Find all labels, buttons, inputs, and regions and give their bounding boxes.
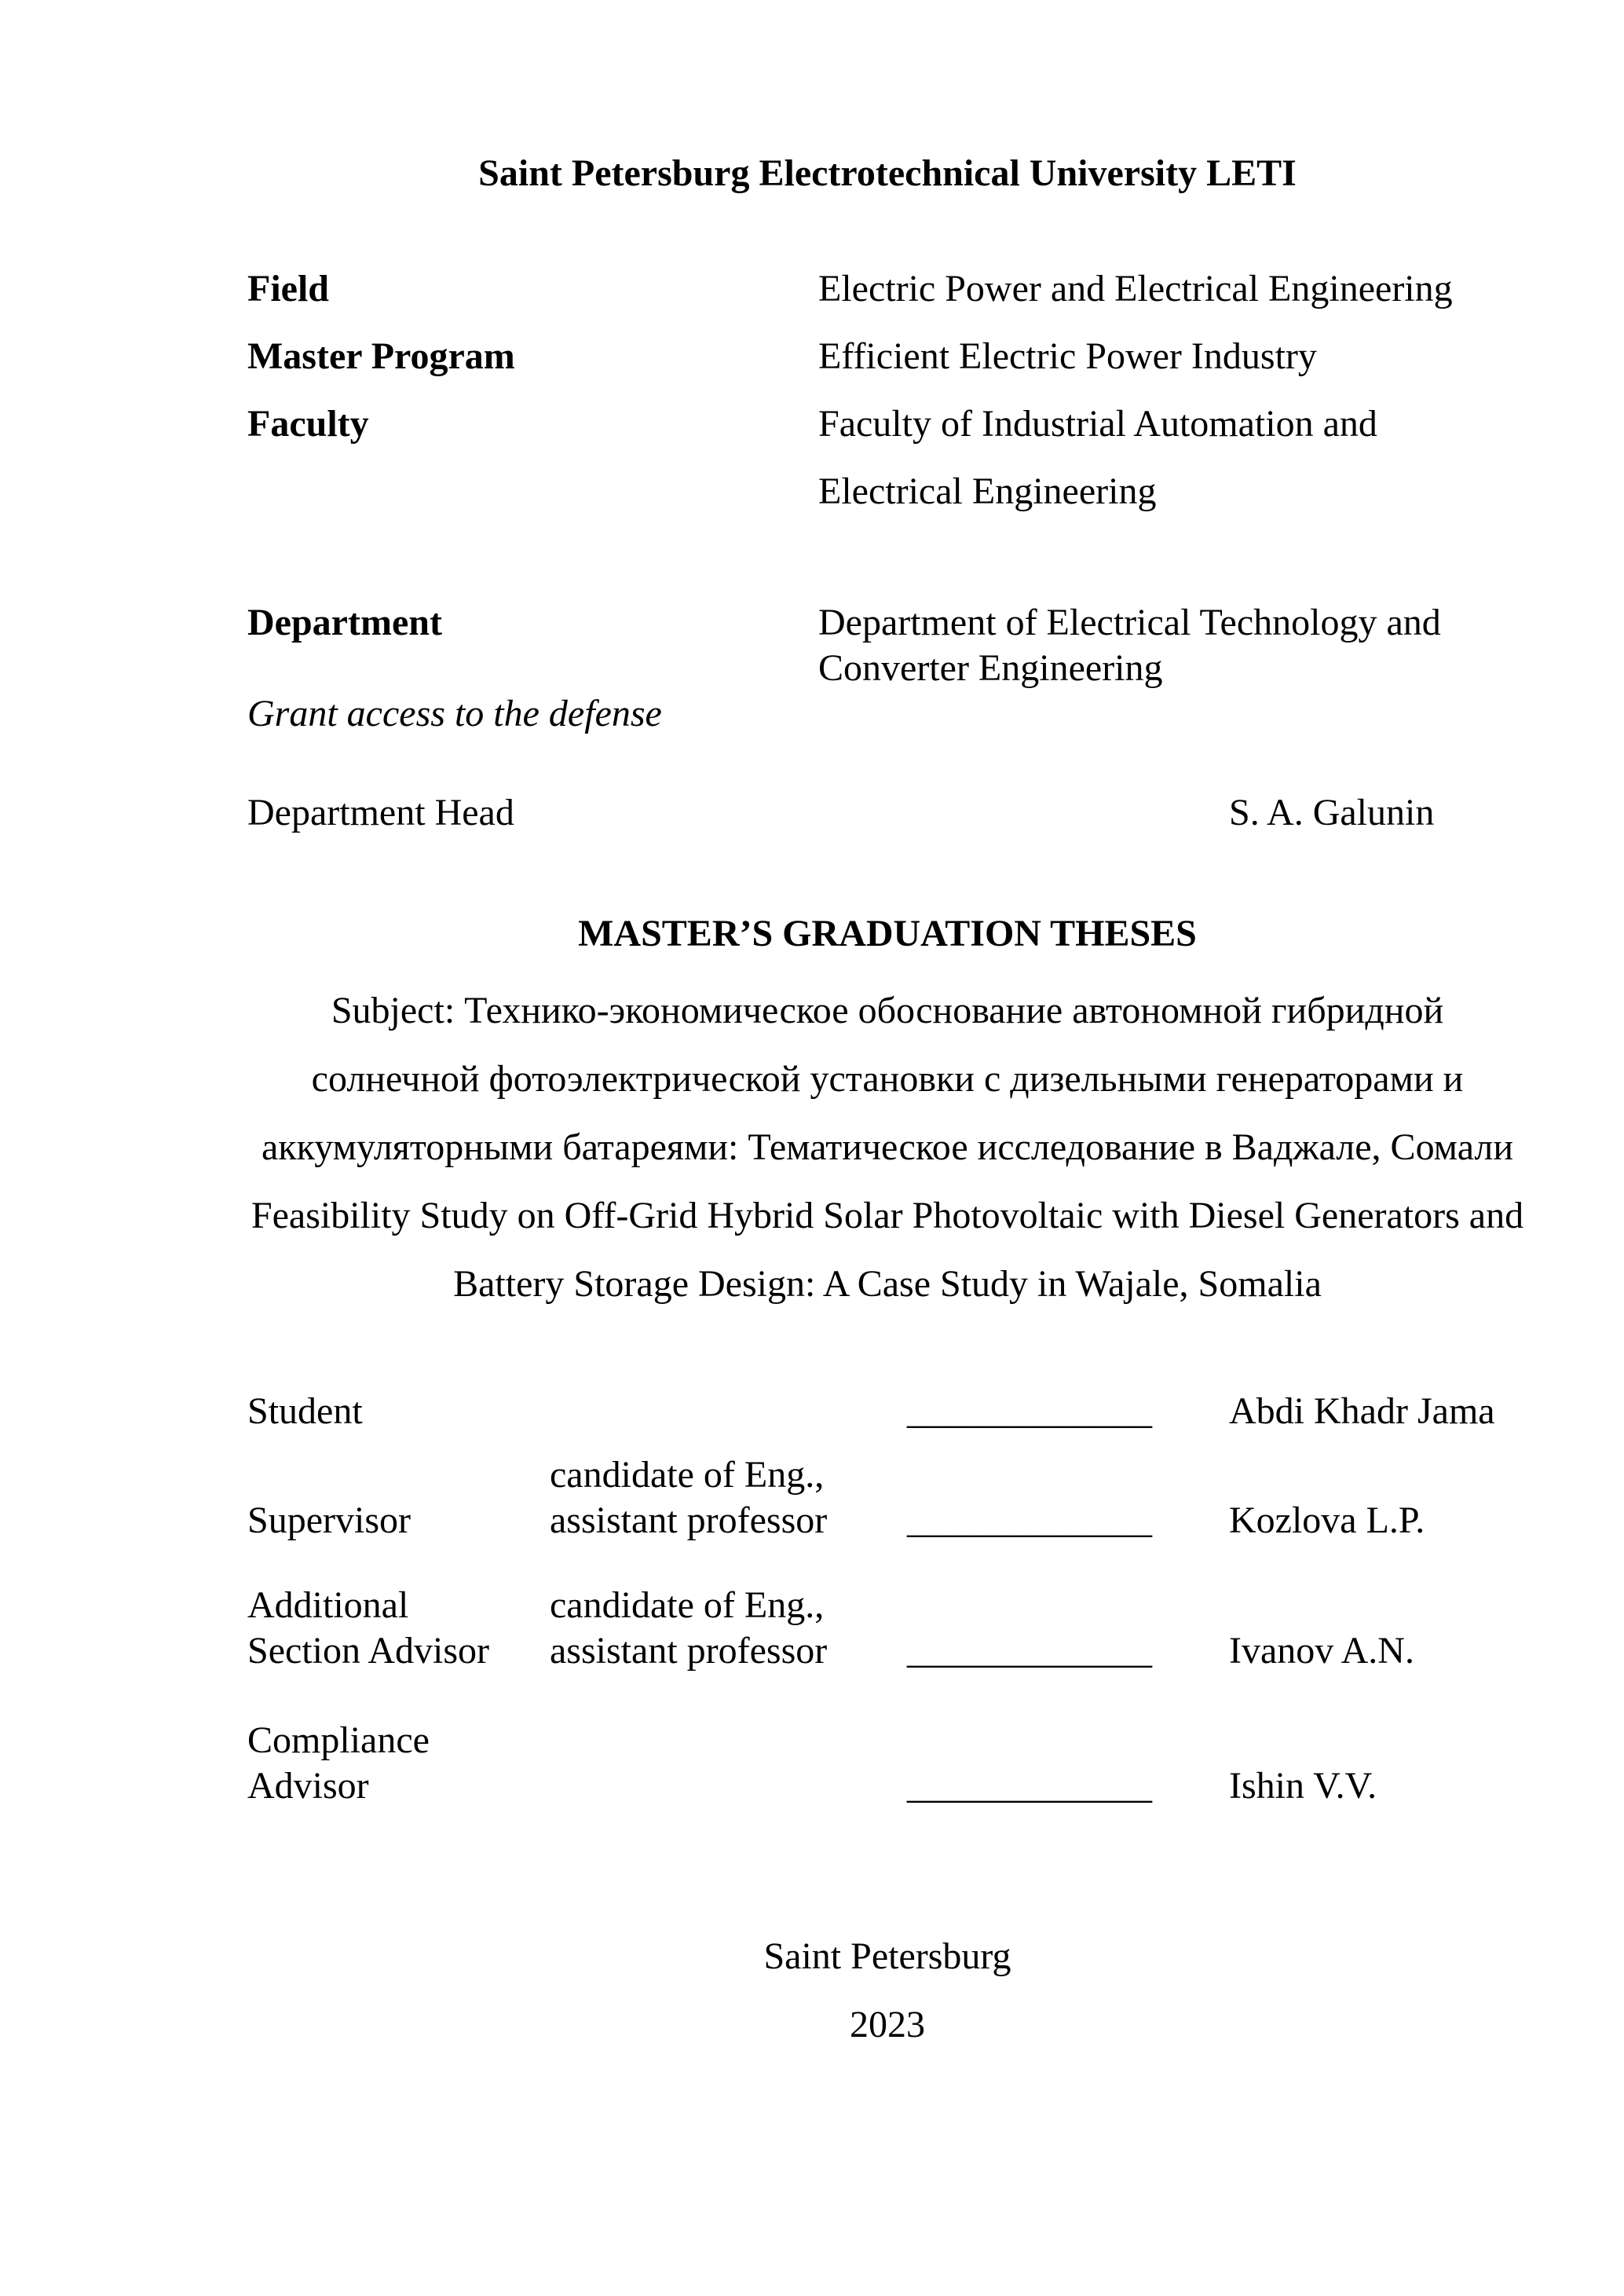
person-name: Kozlova L.P. [1229, 1500, 1425, 1541]
subject-line-5: Battery Storage Design: A Case Study in Wajale, Somalia [453, 1263, 1322, 1305]
person-name: Abdi Khadr Jama [1229, 1390, 1495, 1432]
info-value: Electric Power and Electrical Engineering [818, 268, 1453, 309]
qualification-line-2: assistant professor [550, 1630, 828, 1672]
city: Saint Petersburg [763, 1935, 1011, 1977]
role-label [247, 1583, 550, 1674]
department-value-line-2: Converter Engineering [818, 647, 1163, 689]
signature-line: _____________ [907, 1630, 1152, 1672]
info-row-master-program [247, 323, 1527, 390]
info-value: Electrical Engineering [818, 471, 1157, 512]
signature-row-compliance-advisor [247, 1718, 1527, 1809]
role-line-1: Compliance [247, 1719, 430, 1761]
signature-line: _____________ [907, 1765, 1152, 1807]
university-title: Saint Petersburg Electrotechnical University LETI [478, 152, 1297, 194]
grant-access-line: Grant access to the defense [247, 693, 662, 734]
person-name: Ivanov A.N. [1229, 1630, 1414, 1672]
department-value-line-1: Department of Electrical Technology and [818, 602, 1441, 643]
qualification-line-1: candidate of Eng., [550, 1454, 825, 1496]
person-name: Ishin V.V. [1229, 1765, 1377, 1807]
department-value [818, 600, 1527, 691]
info-label: Field [247, 268, 329, 309]
subject-line-1: Subject: Технико-экономическое обоснование автономной гибридной [331, 990, 1444, 1031]
role-line-2: Advisor [247, 1765, 369, 1807]
signature-row-additional-section-advisor [247, 1583, 1527, 1674]
qualification [550, 1583, 907, 1674]
info-label [247, 458, 818, 525]
department-label: Department [247, 602, 442, 643]
signature-line: _____________ [907, 1500, 1152, 1541]
role-label: Student [247, 1390, 363, 1432]
signature-row-student [247, 1389, 1527, 1434]
subject-paragraph [247, 976, 1527, 1318]
department-head-row [247, 790, 1527, 836]
role-line-2: Section Advisor [247, 1630, 489, 1672]
signature-line: _____________ [907, 1390, 1152, 1432]
role-line-1: Additional [247, 1584, 409, 1626]
qualification-line-2: assistant professor [550, 1500, 828, 1541]
role-label: Supervisor [247, 1500, 411, 1541]
subject-line-3: аккумуляторными батареями: Тематическое исследование в Ваджале, Сомали [261, 1126, 1514, 1168]
info-row-faculty [247, 390, 1527, 458]
subject-line-4: Feasibility Study on Off-Grid Hybrid Solar Photovoltaic with Diesel Generators and [251, 1195, 1524, 1236]
info-row-faculty-continued [247, 458, 1527, 525]
signature-row-supervisor [247, 1452, 1527, 1543]
info-value: Faculty of Industrial Automation and [818, 403, 1377, 445]
footer [247, 1922, 1527, 2059]
info-label: Faculty [247, 403, 369, 445]
info-row-field [247, 255, 1527, 323]
subject-line-2: солнечной фотоэлектрической установки с дизельными генераторами и [311, 1058, 1464, 1100]
info-value: Efficient Electric Power Industry [818, 335, 1317, 377]
year: 2023 [850, 2004, 925, 2045]
department-head-name: S. A. Galunin [1229, 792, 1435, 833]
department-head-label: Department Head [247, 792, 514, 833]
info-label: Master Program [247, 335, 515, 377]
department-row [247, 600, 1527, 691]
theses-heading: MASTER’S GRADUATION THESES [578, 913, 1197, 954]
qualification [550, 1452, 907, 1543]
qualification-line-1: candidate of Eng., [550, 1584, 825, 1626]
info-table [247, 255, 1527, 525]
role-label [247, 1718, 550, 1809]
